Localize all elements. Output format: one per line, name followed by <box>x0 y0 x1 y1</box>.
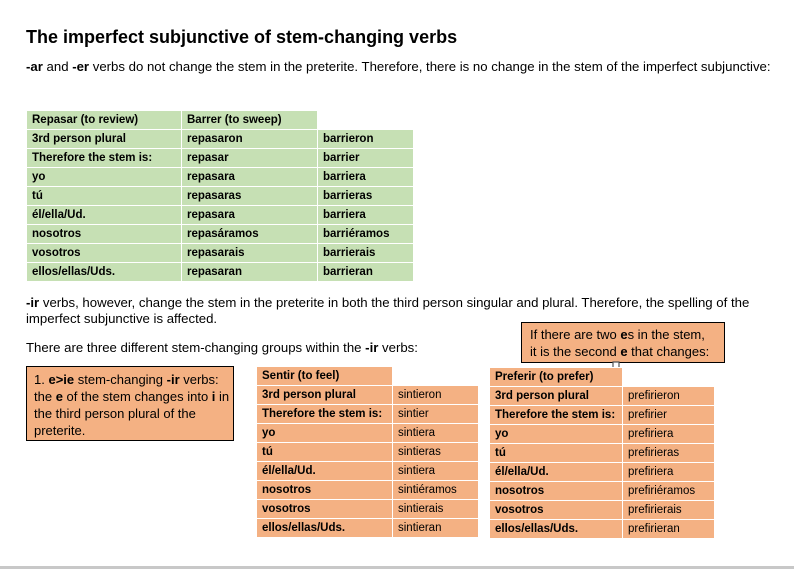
table-cell: prefirieron <box>623 387 715 406</box>
table-row <box>257 500 479 519</box>
table-cell: nosotros <box>27 225 182 244</box>
table-cell: Therefore the stem is: <box>490 406 623 425</box>
note-line <box>530 326 724 343</box>
groups-ir: -ir <box>365 340 379 355</box>
table-cell: él/ella/Ud. <box>27 206 182 225</box>
table-cell: él/ella/Ud. <box>257 462 393 481</box>
table-cell: barrieras <box>318 187 414 206</box>
table-cell: sintieran <box>393 519 479 538</box>
table-cell: nosotros <box>257 481 393 500</box>
table-cell: prefirieran <box>623 520 715 539</box>
table-header-cell: Barrer (to sweep) <box>182 111 318 130</box>
table-cell: repasaras <box>182 187 318 206</box>
intro-ar: -ar <box>26 59 43 74</box>
table-cell: repasaron <box>182 130 318 149</box>
page-bottom-divider <box>0 566 794 569</box>
note-text: If there are two <box>530 327 621 342</box>
note-line <box>530 343 724 360</box>
table-cell: sintieron <box>393 386 479 405</box>
table-cell: repasara <box>182 206 318 225</box>
table-cell: prefirierais <box>623 501 715 520</box>
table-row <box>490 406 715 425</box>
table-row <box>257 462 479 481</box>
table-row <box>490 482 715 501</box>
table-cell: barriera <box>318 206 414 225</box>
table-row <box>257 405 479 424</box>
ir-intro-ir: -ir <box>26 295 40 310</box>
table-header-cell: Sentir (to feel) <box>257 367 393 386</box>
table-cell: vosotros <box>490 501 623 520</box>
table-cell: repasáramos <box>182 225 318 244</box>
table-blank-cell <box>393 367 479 386</box>
table-cell: 3rd person plural <box>257 386 393 405</box>
table-blank-cell <box>623 368 715 387</box>
groups-text-2: verbs: <box>378 340 418 355</box>
table-cell: barrieran <box>318 263 414 282</box>
table-cell: ellos/ellas/Uds. <box>257 519 393 538</box>
note-bold: e <box>55 389 63 404</box>
note-text: of the stem changes into <box>62 389 212 404</box>
table-cell: repasar <box>182 149 318 168</box>
table-cell: 3rd person plural <box>490 387 623 406</box>
table-row <box>257 481 479 500</box>
table-cell: repasaran <box>182 263 318 282</box>
table-header-row <box>490 368 715 387</box>
table-row <box>27 130 414 149</box>
intro-text-1: and <box>42 59 73 74</box>
table-cell: sintierais <box>393 500 479 519</box>
table-row <box>490 463 715 482</box>
table-cell: ellos/ellas/Uds. <box>490 520 623 539</box>
table-cell: barriéramos <box>318 225 414 244</box>
table-row <box>490 520 715 539</box>
table-header-cell: Repasar (to review) <box>27 111 182 130</box>
table-row <box>27 263 414 282</box>
table-blank-cell <box>318 111 414 130</box>
table-row <box>257 443 479 462</box>
table-cell: prefirier <box>623 406 715 425</box>
note-text: in the third person plural of the preterite. <box>34 389 230 438</box>
table-row <box>27 206 414 225</box>
table-row <box>27 187 414 206</box>
table-cell: barrieron <box>318 130 414 149</box>
ar-er-conjugation-table <box>26 110 414 282</box>
note-text: that changes: <box>627 344 710 359</box>
table-cell: repasarais <box>182 244 318 263</box>
table-cell: tú <box>490 444 623 463</box>
table-row <box>257 424 479 443</box>
table-header-cell: Preferir (to prefer) <box>490 368 623 387</box>
table-row <box>27 225 414 244</box>
table-row <box>27 244 414 263</box>
table-row <box>257 386 479 405</box>
table-cell: yo <box>257 424 393 443</box>
note-bold: e <box>620 344 628 359</box>
table-cell: barriera <box>318 168 414 187</box>
table-cell: yo <box>490 425 623 444</box>
note-bold: -ir <box>166 372 180 387</box>
table-row <box>257 519 479 538</box>
table-cell: sintier <box>393 405 479 424</box>
table-row <box>490 501 715 520</box>
table-cell: 3rd person plural <box>27 130 182 149</box>
table-row <box>490 387 715 406</box>
note-text: 1. <box>34 372 49 387</box>
intro-text-2: verbs do not change the stem in the preterite. Therefore, there is no change in the stem of the imperfect subjunctive: <box>89 59 771 74</box>
table-cell: nosotros <box>490 482 623 501</box>
table-cell: Therefore the stem is: <box>257 405 393 424</box>
groups-text-1: There are three different stem-changing groups within the <box>26 340 366 355</box>
table-cell: sintiéramos <box>393 481 479 500</box>
table-cell: sintiera <box>393 424 479 443</box>
table-cell: sintiera <box>393 462 479 481</box>
note-bold: i <box>211 389 216 404</box>
table-cell: prefiriera <box>623 463 715 482</box>
table-cell: tú <box>257 443 393 462</box>
note-bold: e>ie <box>48 372 75 387</box>
note-text: verbs: the <box>34 372 219 404</box>
two-e-note <box>521 322 725 363</box>
table-cell: tú <box>27 187 182 206</box>
table-header-row <box>257 367 479 386</box>
sentir-conjugation-table <box>256 366 479 538</box>
table-row <box>490 425 715 444</box>
table-row <box>27 168 414 187</box>
page-title: The imperfect subjunctive of stem-changing verbs <box>26 27 458 47</box>
table-header-row <box>27 111 414 130</box>
note-text: s in the stem, <box>627 327 705 342</box>
table-cell: yo <box>27 168 182 187</box>
table-cell: ellos/ellas/Uds. <box>27 263 182 282</box>
table-cell: vosotros <box>27 244 182 263</box>
e-ie-rule-note <box>26 366 234 441</box>
table-cell: él/ella/Ud. <box>490 463 623 482</box>
note-bold: e <box>620 327 628 342</box>
table-cell: prefirieras <box>623 444 715 463</box>
table-cell: prefiriéramos <box>623 482 715 501</box>
table-cell: barrierais <box>318 244 414 263</box>
note-text: it is the second <box>530 344 621 359</box>
table-cell: vosotros <box>257 500 393 519</box>
table-row <box>490 444 715 463</box>
intro-er: -er <box>72 59 90 74</box>
table-cell: sintieras <box>393 443 479 462</box>
note-text: stem-changing <box>74 372 167 387</box>
preferir-conjugation-table <box>489 367 715 539</box>
table-cell: prefiriera <box>623 425 715 444</box>
table-row <box>27 149 414 168</box>
intro-paragraph <box>26 59 771 75</box>
groups-intro <box>26 340 418 356</box>
table-cell: Therefore the stem is: <box>27 149 182 168</box>
ir-intro-text: verbs, however, change the stem in the preterite in both the third person singular and plural. Therefore, the spelling of the imperfect subjunctive is affected. <box>26 295 750 326</box>
table-cell: repasara <box>182 168 318 187</box>
table-cell: barrier <box>318 149 414 168</box>
